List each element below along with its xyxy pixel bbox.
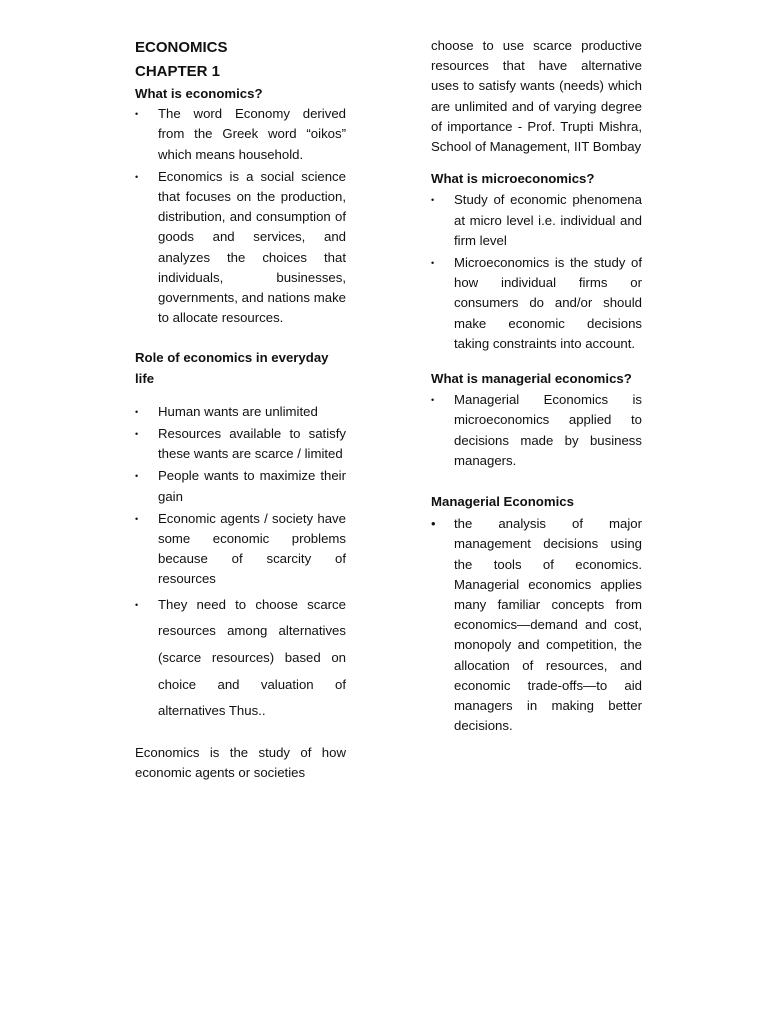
section-heading-managerial-economics-question: What is managerial economics? [431,371,632,387]
bullet-list-microeconomics [431,190,642,354]
list-item [135,402,346,422]
list-item-text: the analysis of major management decisions using the tools of economics. Managerial economics applies many familiar concepts from economics—demand and cost, monopoly and competition, the allocation of resources, and economic trade-offs—to aid managers in making better decisions. [454,516,642,734]
list-item [135,509,346,590]
bullet-icon: • [135,406,139,417]
bullet-icon: • [431,258,435,269]
bullet-icon: • [135,599,139,610]
bullet-list-economics [135,104,346,328]
list-item [431,514,642,736]
list-item [431,190,642,251]
bullet-icon: • [135,171,139,182]
section-heading-managerial-economics: Managerial Economics [431,494,574,510]
list-item-text: People wants to maximize their gain [158,468,346,504]
economics-definition-part-1: Economics is the study of how economic agents or societies [135,745,346,781]
list-item-text: The word Economy derived from the Greek word “oikos” which means household. [158,106,346,162]
document-title: ECONOMICS [135,39,228,56]
list-item [135,592,346,726]
bullet-icon: • [135,109,139,120]
list-item-text: They need to choose scarce resources among alternatives (scarce resources) based on choice and valuation of alternatives Thus.. [158,596,346,719]
list-item-text: Study of economic phenomena at micro level i.e. individual and firm level [454,192,642,248]
list-item-text: Economic agents / society have some economic problems because of scarcity of resources [158,510,346,587]
bullet-icon: • [135,429,139,440]
list-item [135,167,346,329]
list-item [431,390,642,471]
section-heading-microeconomics: What is microeconomics? [431,171,595,187]
list-item [135,466,346,506]
list-item-text: Economics is a social science that focuses on the production, distribution, and consumption of goods and services, and analyzes the choices that individuals, businesses, governments, and nations make to allocate resources. [158,168,346,326]
bullet-list-role [135,402,346,725]
bullet-icon: • [431,516,436,532]
list-item [431,253,642,354]
left-column [135,36,346,784]
section-heading-role-of-economics: Role of economics in everyday life [135,350,329,386]
economics-definition-part-2: choose to use scarce productive resources that have alternative uses to satisfy wants (needs) which are unlimited and of varying degree of importance - Prof. Trupti Mishra, School of Management, IIT Bombay [431,38,642,155]
list-item [135,424,346,464]
bullet-icon: • [431,395,435,406]
list-item-text: Human wants are unlimited [158,403,318,419]
list-item [135,104,346,165]
bullet-list-managerial [431,390,642,471]
section-heading-what-is-economics: What is economics? [135,86,263,101]
list-item-text: Resources available to satisfy these wants are scarce / limited [158,426,346,462]
list-item-text: Microeconomics is the study of how individual firms or consumers do and/or should make economic decisions taking constraints into account. [454,255,642,351]
bullet-icon: • [431,195,435,206]
chapter-heading: CHAPTER 1 [135,63,221,80]
bullet-list-managerial-definition [431,514,642,736]
bullet-icon: • [135,471,139,482]
bullet-icon: • [135,513,139,524]
right-column [431,36,642,737]
list-item-text: Managerial Economics is microeconomics applied to decisions made by business managers. [454,392,642,468]
